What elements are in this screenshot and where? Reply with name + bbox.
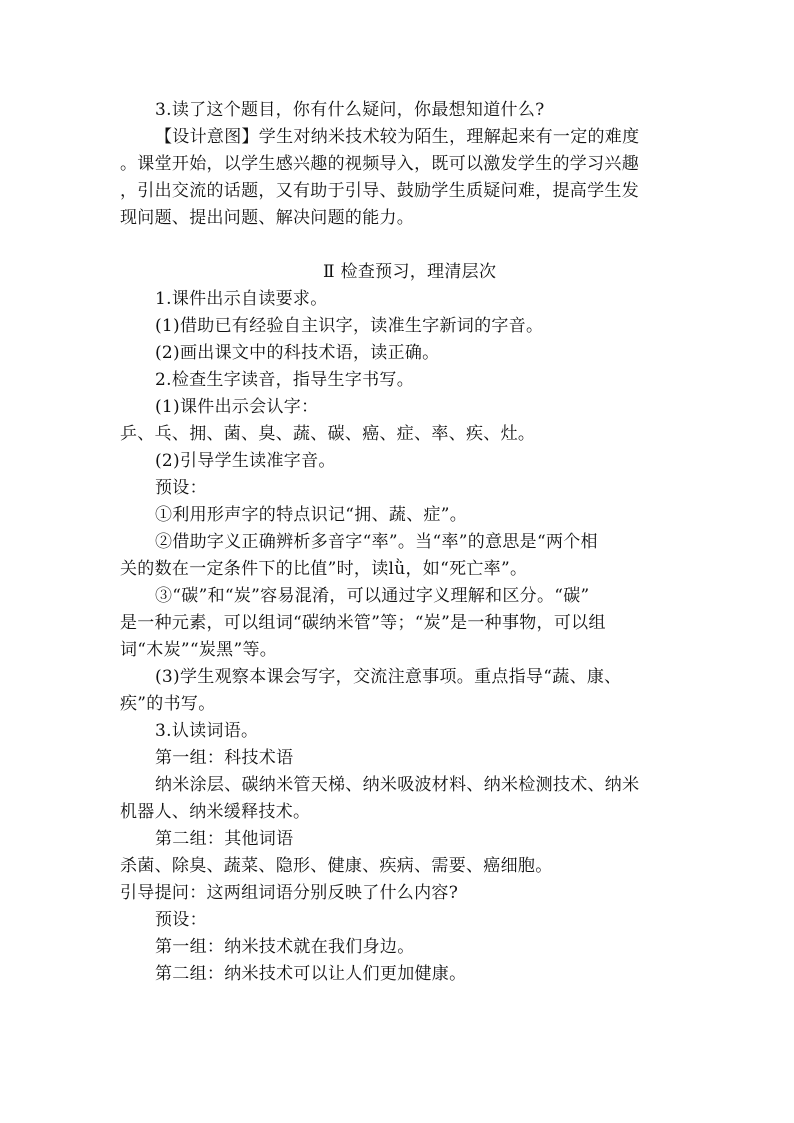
preset-point-1: ①利用形声字的特点识记“拥、蔬、症”。 xyxy=(155,505,468,525)
group-1-words-line-2: 机器人、纳米缓释技术。 xyxy=(120,802,311,822)
group-2-title: 第二组：其他词语 xyxy=(155,829,294,849)
step-3: 3.认读词语。 xyxy=(155,721,259,741)
section-heading: Ⅱ 检查预习，理清层次 xyxy=(323,262,497,282)
step-1-item-1: (1)借助已有经验自主识字，读准生字新词的字音。 xyxy=(155,316,544,336)
preset-point-3-line-2: 是一种元素，可以组词“碳纳米管”等；“炭”是一种事物，可以组 xyxy=(120,613,606,633)
group-2-words: 杀菌、除臭、蔬菜、隐形、健康、疾病、需要、癌细胞。 xyxy=(120,856,553,876)
preset-point-3-line-1: ③“碳”和“炭”容易混淆，可以通过字义理解和区分。“碳” xyxy=(155,586,590,606)
step-1: 1.课件出示自读要求。 xyxy=(155,289,328,309)
preset-answer-1: 第一组：纳米技术就在我们身边。 xyxy=(155,937,415,957)
guiding-question: 引导提问：这两组词语分别反映了什么内容? xyxy=(120,883,459,903)
step-2-item-3-line-2: 疾”的书写。 xyxy=(120,694,216,714)
design-intent-line-4: 现问题、提出问题、解决问题的能力。 xyxy=(120,208,415,228)
step-2-item-3-line-1: (3)学生观察本课会写字，交流注意事项。重点指导“蔬、康、 xyxy=(155,667,622,687)
design-intent-line-3: ，引出交流的话题，又有助于引导、鼓励学生质疑问难，提高学生发 xyxy=(120,181,639,201)
step-2-item-1: (1)课件出示会认字： xyxy=(155,397,319,417)
step-1-item-2: (2)画出课文中的科技术语，读正确。 xyxy=(155,343,440,363)
group-1-words-line-1: 纳米涂层、碳纳米管天梯、纳米吸波材料、纳米检测技术、纳米 xyxy=(155,775,640,795)
design-intent-line-1: 【设计意图】学生对纳米技术较为陌生，理解起来有一定的难度 xyxy=(155,127,640,147)
preset-label-1: 预设： xyxy=(155,478,207,498)
preset-point-3-line-3: 词“木炭”“炭黑”等。 xyxy=(120,640,278,660)
preset-answer-2: 第二组：纳米技术可以让人们更加健康。 xyxy=(155,964,467,984)
question-3: 3.读了这个题目，你有什么疑问，你最想知道什么? xyxy=(155,100,545,120)
recognition-characters: 乒、乓、拥、菌、臭、蔬、碳、癌、症、率、疾、灶。 xyxy=(120,424,536,444)
preset-label-2: 预设： xyxy=(155,910,207,930)
preset-point-2-line-2: 关的数在一定条件下的比值”时，读lǜ，如“死亡率”。 xyxy=(120,559,528,579)
step-2-item-2: (2)引导学生读准字音。 xyxy=(155,451,336,471)
step-2: 2.检查生字读音，指导生字书写。 xyxy=(155,370,415,390)
design-intent-line-2: 。课堂开始，以学生感兴趣的视频导入，既可以激发学生的学习兴趣 xyxy=(120,154,639,174)
preset-point-2-line-1: ②借助字义正确辨析多音字“率”。当“率”的意思是“两个相 xyxy=(155,532,598,552)
group-1-title: 第一组：科技术语 xyxy=(155,748,294,768)
